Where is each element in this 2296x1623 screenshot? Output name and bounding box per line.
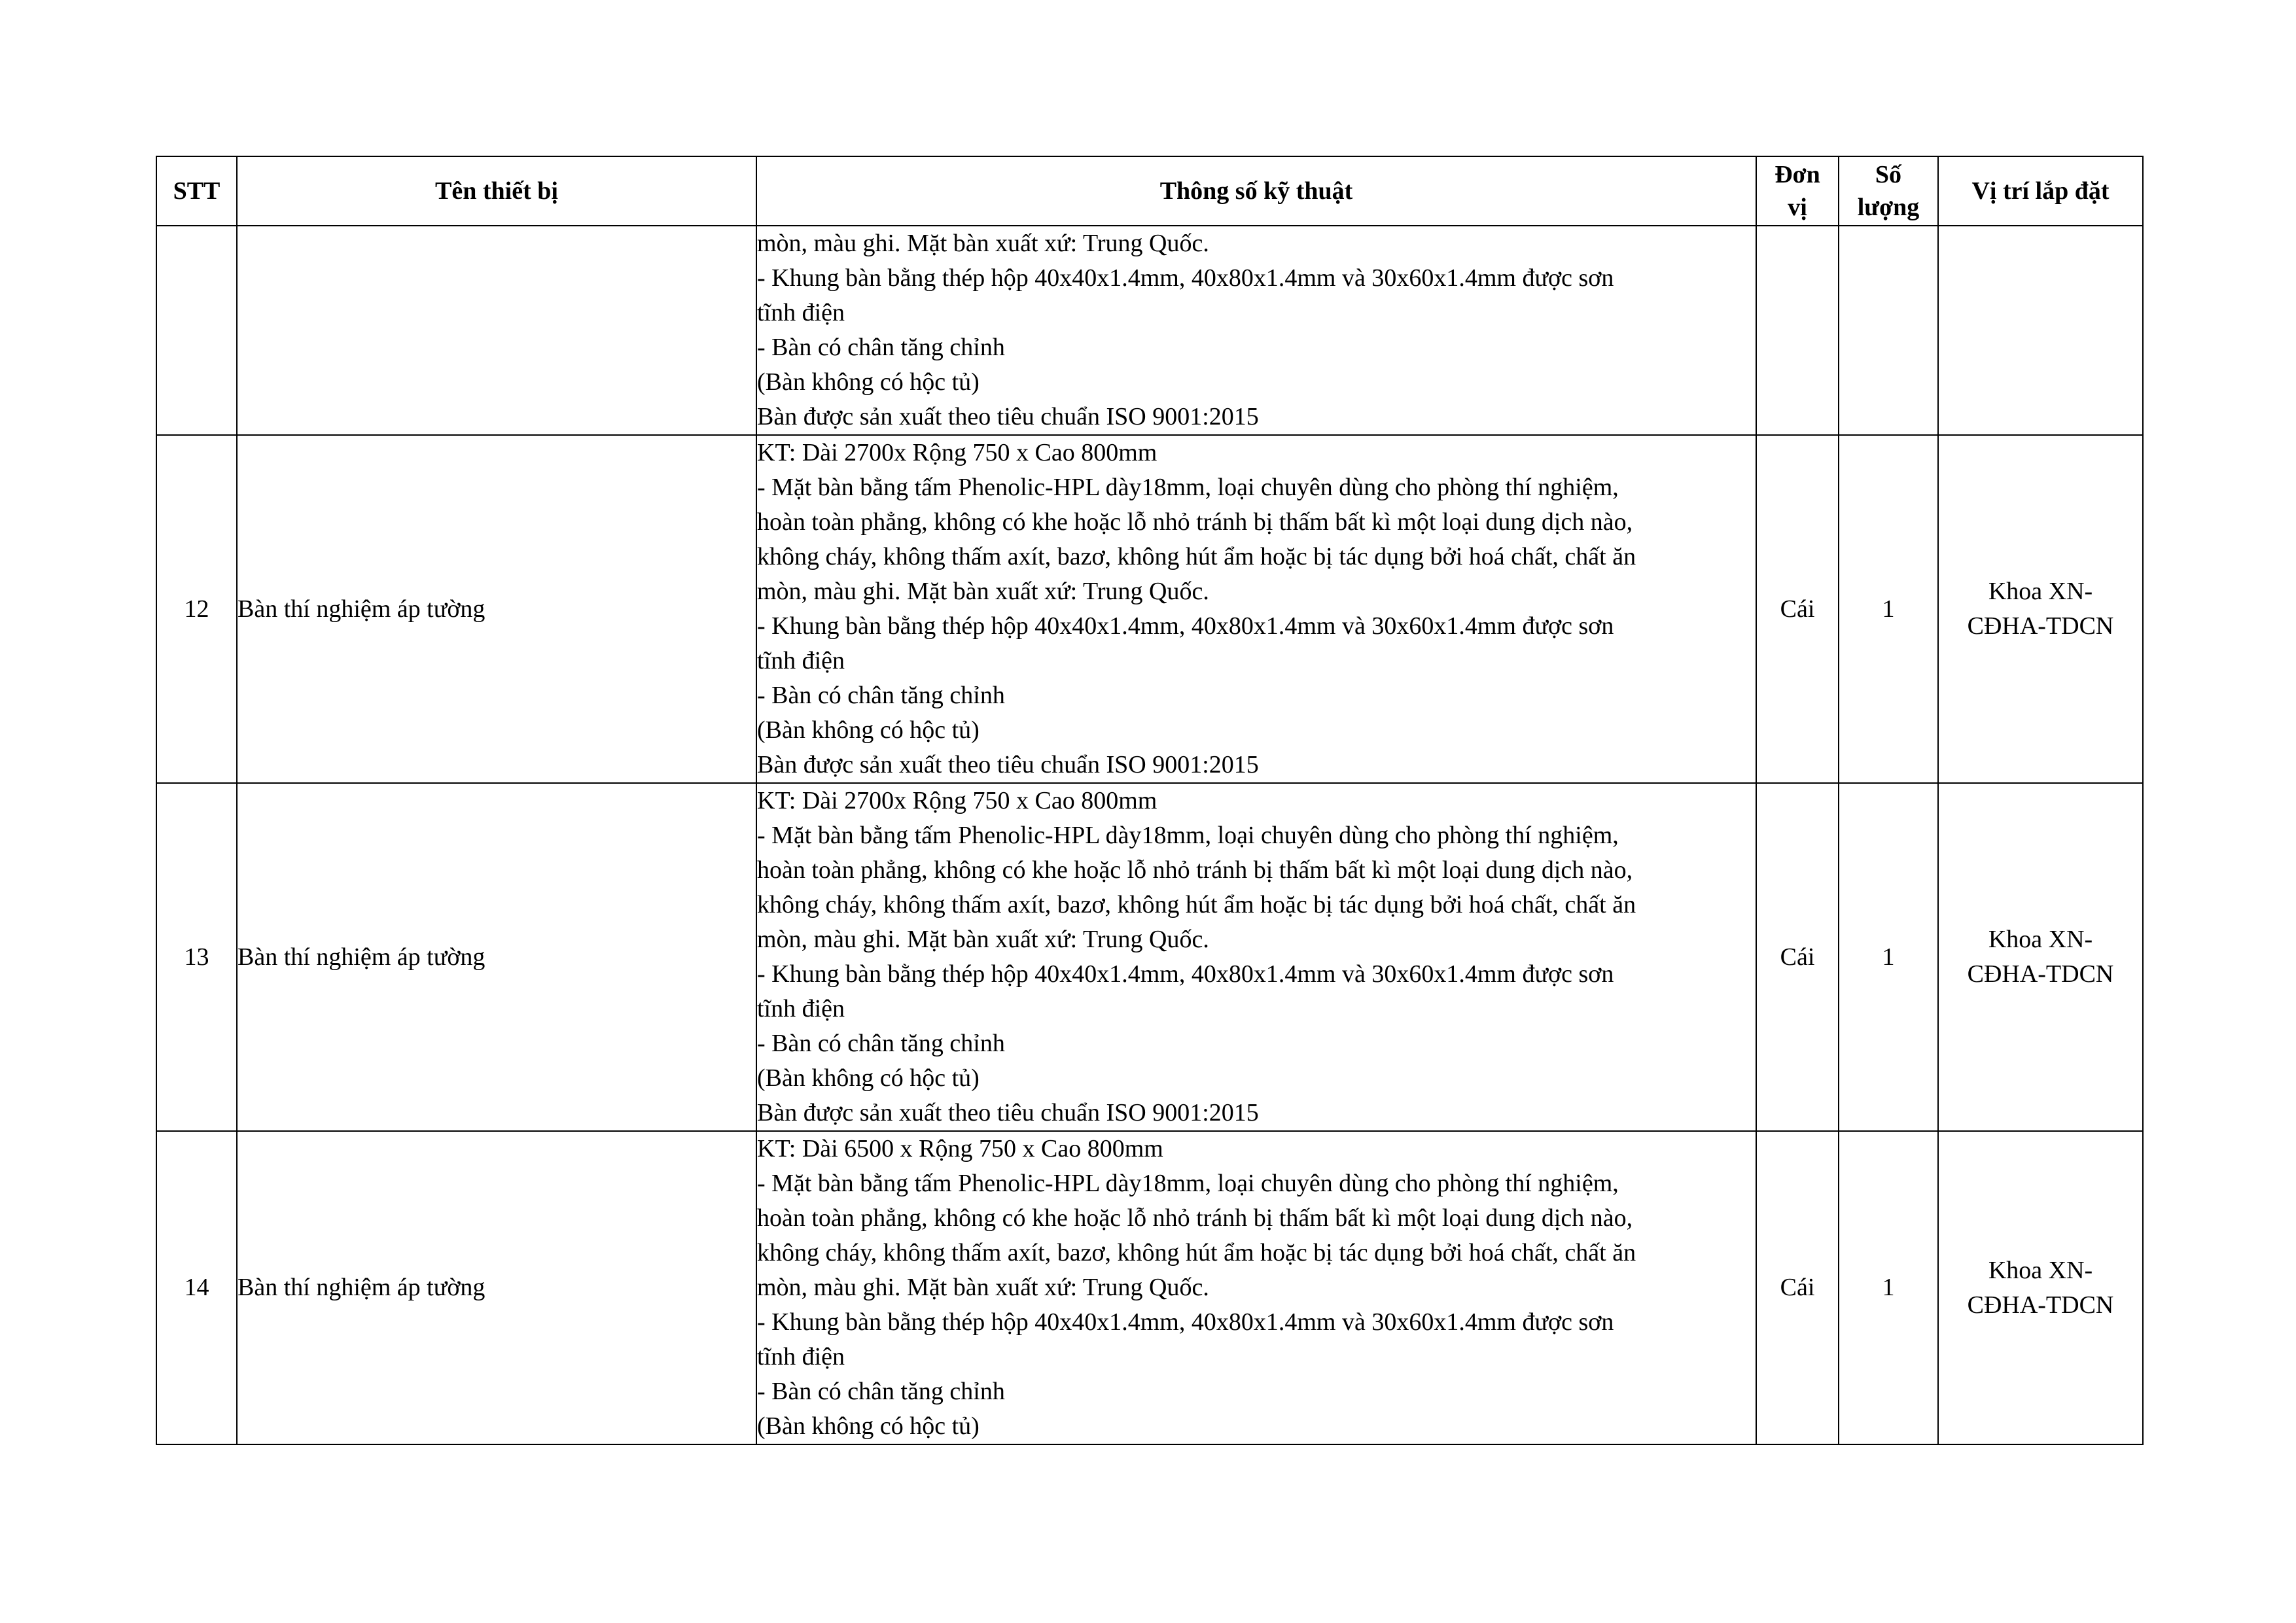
spec-line: không cháy, không thấm axít, bazơ, không hút ẩm hoặc bị tác dụng bởi hoá chất, chất ăn: [757, 1239, 1636, 1266]
spec-line: hoàn toàn phẳng, không có khe hoặc lỗ nhỏ tránh bị thấm bất kì một loại dung dịch nào,: [757, 1204, 1633, 1232]
spec-line: tĩnh điện: [757, 1343, 845, 1370]
location-line2: CĐHA-TDCN: [1967, 612, 2114, 640]
cell-quantity: [1839, 226, 1938, 435]
cell-unit: Cái: [1756, 783, 1839, 1131]
cell-specification: [756, 435, 1756, 783]
spec-line: (Bàn không có hộc tủ): [757, 368, 980, 396]
header-unit-line1: Đơn: [1775, 161, 1820, 188]
spec-line: Bàn được sản xuất theo tiêu chuẩn ISO 9001:2015: [757, 403, 1259, 430]
header-quantity-line1: Số: [1875, 161, 1902, 188]
spec-line: mòn, màu ghi. Mặt bàn xuất xứ: Trung Quốc.: [757, 926, 1209, 953]
spec-line: hoàn toàn phẳng, không có khe hoặc lỗ nhỏ tránh bị thấm bất kì một loại dung dịch nào,: [757, 856, 1633, 884]
cell-quantity: 1: [1839, 435, 1938, 783]
cell-specification: [756, 1131, 1756, 1444]
location-line2: CĐHA-TDCN: [1967, 1291, 2114, 1319]
cell-equipment-name: Bàn thí nghiệm áp tường: [237, 435, 756, 783]
location-line2: CĐHA-TDCN: [1967, 960, 2114, 988]
spec-line: tĩnh điện: [757, 995, 845, 1022]
spec-line: - Khung bàn bằng thép hộp 40x40x1.4mm, 40x80x1.4mm và 30x60x1.4mm được sơn: [757, 264, 1614, 292]
spec-line: tĩnh điện: [757, 299, 845, 326]
spec-line: - Mặt bàn bằng tấm Phenolic-HPL dày18mm, loại chuyên dùng cho phòng thí nghiệm,: [757, 822, 1619, 849]
spec-line: - Khung bàn bằng thép hộp 40x40x1.4mm, 40x80x1.4mm và 30x60x1.4mm được sơn: [757, 960, 1614, 988]
header-specification: Thông số kỹ thuật: [756, 156, 1756, 226]
table-row: [156, 435, 2143, 783]
spec-line: - Mặt bàn bằng tấm Phenolic-HPL dày18mm, loại chuyên dùng cho phòng thí nghiệm,: [757, 1170, 1619, 1197]
cell-stt: [156, 226, 237, 435]
header-stt: STT: [156, 156, 237, 226]
header-unit: [1756, 156, 1839, 226]
equipment-spec-table: [156, 156, 2144, 1445]
spec-line: - Bàn có chân tăng chỉnh: [757, 682, 1005, 709]
cell-unit: Cái: [1756, 1131, 1839, 1444]
cell-location: [1938, 226, 2143, 435]
header-equipment-name: Tên thiết bị: [237, 156, 756, 226]
cell-equipment-name: Bàn thí nghiệm áp tường: [237, 1131, 756, 1444]
spec-line: KT: Dài 2700x Rộng 750 x Cao 800mm: [757, 439, 1157, 466]
header-location: Vị trí lắp đặt: [1938, 156, 2143, 226]
spec-line: mòn, màu ghi. Mặt bàn xuất xứ: Trung Quốc.: [757, 230, 1209, 257]
spec-line: - Bàn có chân tăng chỉnh: [757, 334, 1005, 361]
spec-line: hoàn toàn phẳng, không có khe hoặc lỗ nhỏ tránh bị thấm bất kì một loại dung dịch nào,: [757, 508, 1633, 536]
spec-line: tĩnh điện: [757, 647, 845, 674]
header-quantity-line2: lượng: [1857, 194, 1920, 221]
cell-quantity: 1: [1839, 1131, 1938, 1444]
cell-quantity: 1: [1839, 783, 1938, 1131]
location-line1: Khoa XN-: [1988, 578, 2093, 605]
cell-location: [1938, 783, 2143, 1131]
table-row: [156, 1131, 2143, 1444]
spec-line: mòn, màu ghi. Mặt bàn xuất xứ: Trung Quốc.: [757, 1274, 1209, 1301]
cell-stt: 13: [156, 783, 237, 1131]
cell-location: [1938, 1131, 2143, 1444]
cell-equipment-name: [237, 226, 756, 435]
cell-stt: 14: [156, 1131, 237, 1444]
table-row: [156, 783, 2143, 1131]
spec-line: Bàn được sản xuất theo tiêu chuẩn ISO 9001:2015: [757, 1099, 1259, 1126]
cell-equipment-name: Bàn thí nghiệm áp tường: [237, 783, 756, 1131]
spec-line: không cháy, không thấm axít, bazơ, không hút ẩm hoặc bị tác dụng bởi hoá chất, chất ăn: [757, 891, 1636, 918]
spec-line: (Bàn không có hộc tủ): [757, 1064, 980, 1092]
header-quantity: [1839, 156, 1938, 226]
cell-unit: Cái: [1756, 435, 1839, 783]
spec-line: - Mặt bàn bằng tấm Phenolic-HPL dày18mm, loại chuyên dùng cho phòng thí nghiệm,: [757, 474, 1619, 501]
cell-location: [1938, 435, 2143, 783]
cell-unit: [1756, 226, 1839, 435]
spec-line: - Bàn có chân tăng chỉnh: [757, 1378, 1005, 1405]
cell-specification: [756, 226, 1756, 435]
spec-line: Bàn được sản xuất theo tiêu chuẩn ISO 9001:2015: [757, 751, 1259, 778]
cell-specification: [756, 783, 1756, 1131]
spec-line: KT: Dài 6500 x Rộng 750 x Cao 800mm: [757, 1135, 1163, 1162]
cell-stt: 12: [156, 435, 237, 783]
spec-line: - Khung bàn bằng thép hộp 40x40x1.4mm, 40x80x1.4mm và 30x60x1.4mm được sơn: [757, 1308, 1614, 1336]
spec-line: (Bàn không có hộc tủ): [757, 1412, 980, 1440]
table-row: [156, 226, 2143, 435]
header-unit-line2: vị: [1788, 194, 1807, 221]
spec-line: (Bàn không có hộc tủ): [757, 716, 980, 744]
location-line1: Khoa XN-: [1988, 926, 2093, 953]
spec-line: KT: Dài 2700x Rộng 750 x Cao 800mm: [757, 787, 1157, 814]
spec-line: - Khung bàn bằng thép hộp 40x40x1.4mm, 40x80x1.4mm và 30x60x1.4mm được sơn: [757, 612, 1614, 640]
spec-line: - Bàn có chân tăng chỉnh: [757, 1030, 1005, 1057]
spec-line: mòn, màu ghi. Mặt bàn xuất xứ: Trung Quốc.: [757, 578, 1209, 605]
header-row: [156, 156, 2143, 226]
spec-line: không cháy, không thấm axít, bazơ, không hút ẩm hoặc bị tác dụng bởi hoá chất, chất ăn: [757, 543, 1636, 570]
location-line1: Khoa XN-: [1988, 1256, 2093, 1284]
